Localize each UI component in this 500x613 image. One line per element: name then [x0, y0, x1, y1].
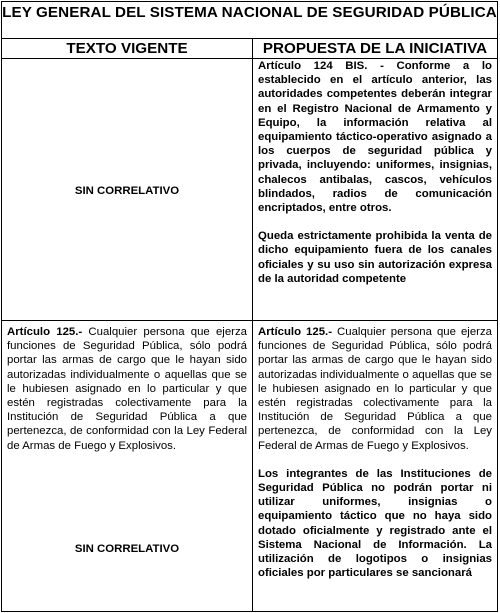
table-title: LEY GENERAL DEL SISTEMA NACIONAL DE SEGURIDAD PÚBLICA — [2, 2, 497, 39]
row2-left-article-label: Artículo 125.- — [7, 326, 83, 338]
row-divider — [2, 320, 497, 321]
row2-left-article-text: Cualquier persona que ejerza funciones de Seguridad Pública, sólo podrá portar las armas de cargo que le hayan sido autorizadas individualmente o aquellas que se le hubiesen asignado en lo particular y que estén registradas colectivamente para la Institución de Seguridad Pública a que pertenezca, de conformidad con la Ley Federal de Armas de Fuego y Explosivos. — [7, 326, 247, 452]
row1-right-paragraph-2: Queda estrictamente prohibida la venta de dicho equipamiento fuera de los canales oficiales y su uso sin autorización expresa de la autoridad competente — [258, 230, 492, 285]
row2-right-cell — [258, 325, 492, 580]
row1-left-note: SIN CORRELATIVO — [74, 185, 180, 197]
row2-left-note: SIN CORRELATIVO — [74, 543, 180, 555]
comparison-table — [1, 1, 498, 612]
column-header-current-text: TEXTO VIGENTE — [66, 40, 188, 57]
row2-right-article-label: Artículo 125.- — [258, 326, 333, 338]
row2-right-additional-paragraph: Los integrantes de las Instituciones de Seguridad Pública no podrán portar ni utilizar uniformes, insignias o equipamiento táctico que no haya sido dotado oficialmente y registrado ante el Sistema Nacional de Información. La utilización de logotipos o insignias oficiales por particulares se sancionará — [258, 467, 492, 580]
row2-left-cell — [7, 325, 247, 453]
row1-right-paragraph-1: Artículo 124 BIS. - Conforme a lo establecido en el artículo anterior, las autoridades competentes deberán integrar en el Registro Nacional de Armamento y Equipo, la información relativa al equipamiento táctico-operativo asignado a los cuerpos de seguridad pública y privada, incluyendo: uniformes, insignias, chalecos antibalas, cascos, vehículos blindados, radios de comunicación encriptados, entre otros. — [258, 60, 492, 215]
row2-right-article-text: Cualquier persona que ejerza funciones de Seguridad Pública, sólo podrá portar las armas de cargo que le hayan sido autorizadas individualmente o aquellas que se le hubiesen asignado en lo particular y que estén registradas colectivamente para la Institución de Seguridad Pública a que pertenezca, de conformidad con la Ley Federal de Armas de Fuego y Explosivos. — [258, 326, 492, 452]
column-header-proposal: PROPUESTA DE LA INICIATIVA — [262, 40, 488, 57]
column-divider — [252, 39, 253, 612]
row1-right-cell — [258, 59, 492, 286]
